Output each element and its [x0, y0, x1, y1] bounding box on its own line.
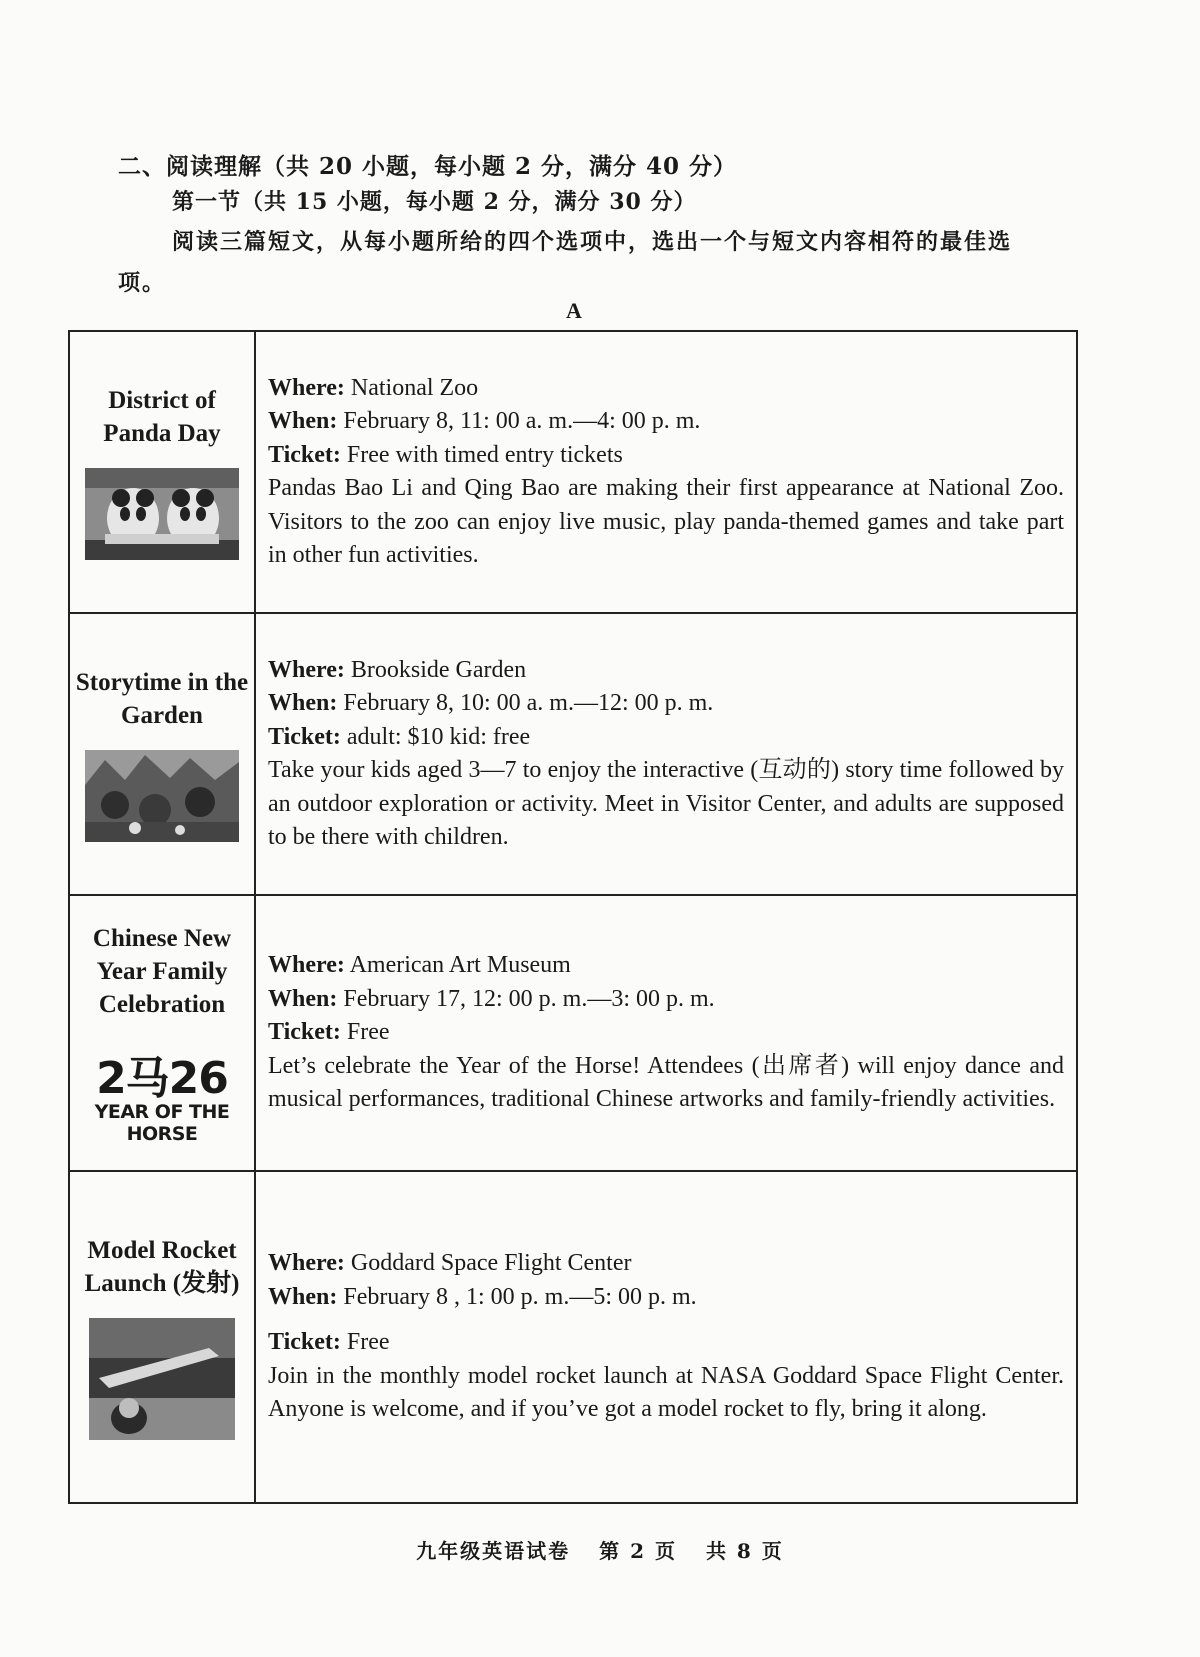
ticket-line — [268, 1326, 1064, 1360]
year-of-horse-logo — [74, 1052, 250, 1145]
where-line — [268, 372, 1064, 406]
event-info-cell — [255, 895, 1077, 1171]
ticket-value: adult: $10 kid: free — [346, 723, 531, 750]
where-label: Where: — [268, 374, 345, 401]
event-title: Storytime in the Garden — [75, 669, 249, 729]
event-title: Chinese New Year Family Celebration — [92, 924, 232, 1018]
logo-line2: HORSE — [126, 1122, 198, 1145]
when-line — [268, 1281, 1064, 1315]
where-label: Where: — [268, 1250, 345, 1277]
when-line — [268, 687, 1064, 721]
where-value: American Art Museum — [349, 952, 571, 979]
ticket-line — [268, 1016, 1064, 1050]
section-heading: 二、阅读理解（共 20 小题，每小题 2 分，满分 40 分） — [118, 153, 738, 180]
logo-line1: YEAR OF THE — [94, 1100, 230, 1123]
when-line — [268, 983, 1064, 1017]
panda-photo — [85, 468, 239, 560]
logo-year: 2马26 — [96, 1052, 228, 1104]
event-info-cell — [255, 1171, 1077, 1503]
sub-heading: 第一节（共 15 小题，每小题 2 分，满分 30 分） — [172, 189, 697, 215]
when-value: February 8, 10: 00 a. m.—12: 00 p. m. — [343, 690, 714, 716]
when-label: When: — [268, 1283, 338, 1310]
where-value: Goddard Space Flight Center — [350, 1250, 632, 1277]
ticket-value: Free — [346, 1019, 390, 1046]
footer-page: 第 2 页 — [599, 1539, 677, 1563]
event-row — [69, 331, 1077, 613]
event-row — [69, 613, 1077, 895]
when-label: When: — [268, 985, 338, 1012]
when-label: When: — [268, 408, 338, 434]
ticket-label: Ticket: — [268, 441, 341, 468]
page-footer — [0, 1535, 1200, 1564]
where-line — [268, 949, 1064, 983]
ticket-line — [268, 721, 1064, 755]
where-line — [268, 1247, 1064, 1281]
event-name-cell — [69, 1171, 255, 1503]
when-line — [268, 405, 1064, 439]
event-title: Model Rocket Launch (发射) — [84, 1237, 240, 1297]
event-info-cell — [255, 613, 1077, 895]
passage-label: A — [566, 298, 582, 323]
ticket-value: Free with timed entry tickets — [346, 441, 623, 468]
event-title: District of Panda Day — [103, 387, 221, 447]
when-value: February 8 , 1: 00 p. m.—5: 00 p. m. — [343, 1283, 697, 1310]
where-label: Where: — [268, 952, 345, 979]
footer-total: 共 8 页 — [705, 1539, 784, 1563]
when-value: February 8, 11: 00 a. m.—4: 00 p. m. — [343, 408, 701, 434]
ticket-value: Free — [346, 1329, 390, 1356]
instructions: 阅读三篇短文，从每小题所给的四个选项中，选出一个与短文内容相符的最佳选项。 — [118, 229, 1013, 296]
ticket-label: Ticket: — [268, 723, 341, 750]
when-label: When: — [268, 690, 338, 716]
garden-photo — [85, 750, 239, 842]
event-name-cell — [69, 613, 255, 895]
ticket-line — [268, 439, 1064, 473]
when-value: February 17, 12: 00 p. m.—3: 00 p. m. — [343, 985, 715, 1012]
event-info-cell — [255, 331, 1077, 613]
event-description: Let’s celebrate the Year of the Horse! Attendees (出席者) will enjoy dance and musical performances, traditional Chinese artworks and family-friendly activities. — [268, 1052, 1064, 1113]
event-name-cell — [69, 895, 255, 1171]
ticket-label: Ticket: — [268, 1329, 341, 1356]
footer-exam: 九年级英语试卷 — [416, 1539, 571, 1563]
event-description: Join in the monthly model rocket launch at NASA Goddard Space Flight Center. Anyone is welcome, and if you’ve got a model rocket to fly, bring it along. — [268, 1362, 1064, 1423]
event-description: Pandas Bao Li and Qing Bao are making their first appearance at National Zoo. Visitors to the zoo can enjoy live music, play panda-themed games and take part in other fun activities. — [268, 475, 1064, 568]
ticket-label: Ticket: — [268, 1019, 341, 1046]
where-line — [268, 654, 1064, 688]
event-row — [69, 895, 1077, 1171]
events-table — [68, 330, 1078, 1504]
where-value: National Zoo — [350, 374, 479, 401]
event-row — [69, 1171, 1077, 1503]
rocket-photo — [89, 1318, 235, 1440]
event-name-cell — [69, 331, 255, 613]
where-label: Where: — [268, 656, 345, 683]
event-description: Take your kids aged 3—7 to enjoy the interactive (互动的) story time followed by an outdoor exploration or activity. Meet in Visitor Center, and adults are supposed to be there with children. — [268, 757, 1064, 850]
where-value: Brookside Garden — [350, 656, 527, 683]
